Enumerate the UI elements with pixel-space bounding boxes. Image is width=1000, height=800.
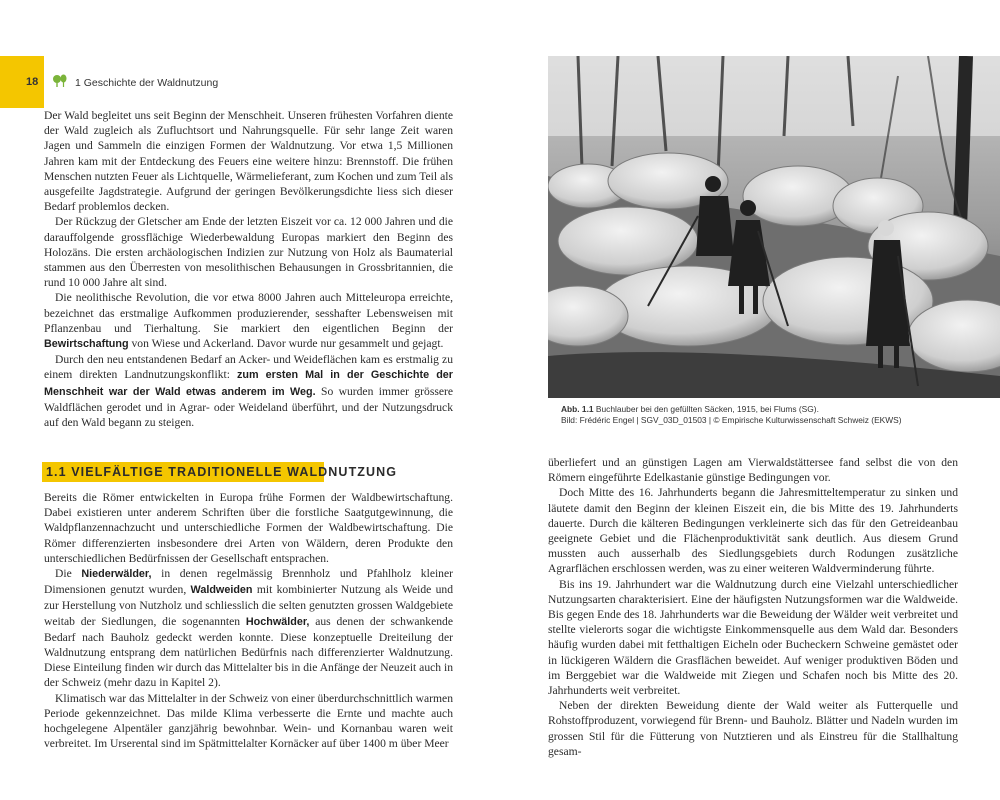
figure-label: Abb. 1.1 [561,404,594,414]
section-text [44,490,453,751]
paragraph: Durch den neu entstandenen Bedarf an Acker- und Weideflächen kam es erstmalig zu einem direkten Landnutzungskonflikt: zum ersten Mal in der Geschichte der Menschheit war der Wald etwas anderem im Weg. So wurden immer grössere Waldflächen gerodet und in Agrar- oder Weideland überführt, und der Nutzungsdruck auf den Wald begann zu steigen. [44,353,453,430]
photo-illustration [548,56,1000,398]
caption-text: Buchlauber bei den gefüllten Säcken, 1915, bei Flums (SG). [595,404,819,414]
section-heading: 1.1 VIELFÄLTIGE TRADITIONELLE WALDNUTZUNG [46,465,398,479]
chapter-title: 1 Geschichte der Waldnutzung [75,77,219,89]
paragraph: Die Niederwälder, in denen regelmässig Brennholz und Pfahlholz kleiner Dimensionen genutzt wurden, Waldweiden mit kombinierter Nutzung als Weide und zur Herstellung von Nutzholz und schliesslich die selten genutzten grossen Waldgebiete weitab der Siedlungen, die sogenannten Hochwälder, aus denen der schwankende Bedarf nach Bauholz gedeckt werden konnte. Diese konzeptuelle Dreiteilung der Waldnutzung entsprang dem natürlichen Bedürfnis nach differenzierter Waldnutzung. Diese Einteilung finden wir durch das Mittelalter bis in die Anfänge der Neuzeit auch in der Schweiz (mehr dazu in Kapitel 2). [44,567,454,690]
emphasis: Bewirtschaftung [44,338,129,351]
paragraph: Doch Mitte des 16. Jahrhunderts begann die Jahresmitteltemperatur zu sinken und läutete damit den Beginn der kleinen Eiszeit ein, die bis Mitte des 19. Jahrhunderts dauerte. Durch die kälteren Bedingungen verkleinerte sich das für den Getreideanbau geeignete Gebiet und die Flächenproduktivität sank deutlich. Aus diesem Grund mussten auch ausserhalb des Siedlungsgebiets durch Rodungen zusätzliche Agrarflächen erschlossen werden, was zu einer weiteren Waldverminderung führte. [548,486,958,576]
historical-photo [548,56,1000,398]
photo-credit: Bild: Frédéric Engel | SGV_03D_01503 | © Empirische Kulturwissenschaft Schweiz (EKWS) [561,415,902,425]
right-column-text [548,455,958,759]
paragraph: Bis ins 19. Jahrhundert war die Waldnutzung durch eine Vielzahl unterschiedlicher Nutzungsarten charakterisiert. Eine der häufigsten Nutzungsformen war die Waldweide. Bis gegen Ende des 18. Jahrhunderts war die Beweidung der Wälder weit verbreitet und stellte vielerorts sogar die wichtigste Einkommensquelle aus dem Wald dar. Besonders häufig wurden dabei mit fetthaltigen Eicheln oder Bucheckern Schweine gemästet oder in lückigeren Wäldern die Grasflächen beweidet. Auf weniger produktiven Böden und im Berggebiet war die Waldweide mit Ziegen und Schafen noch bis Mitte des 20. Jahrhunderts weit verbreitet. [548,577,958,698]
paragraph: Neben der direkten Beweidung diente der Wald weiter als Futterquelle und Rohstoffproduzent, vorwiegend für Brenn- und Bauholz. Blätter und Nadeln wurden im grossen Stil für die Fütterung von Nutztieren und als Einstreu für die Stallhaltung gesam- [548,699,958,758]
tree-icon [52,74,68,88]
paragraph: Der Rückzug der Gletscher am Ende der letzten Eiszeit vor ca. 12 000 Jahren und die darauffolgende grossflächige Wiederbewaldung Europas markiert den Beginn des Holozäns. Die ersten archäologischen Indizien zur Nutzung von Holz als Baumaterial stammen aus den Überresten von mesolithischen Behausungen in Grossbritannien, die rund 10 000 Jahre alt sind. [44,215,453,290]
figure-caption [561,404,981,426]
paragraph: Die neolithische Revolution, die vor etwa 8000 Jahren auch Mitteleuropa erreichte, bezeichnet das erstmalige Aufkommen produzierender, sesshafter Lebensweisen mit Pflanzenbau und Tierhaltung. Sie markiert den eigentlichen Beginn der Bewirtschaftung von Wiese und Ackerland. Davor wurde nur gesammelt und gejagt. [44,291,453,351]
emphasis: Hochwälder, [245,615,310,628]
paragraph: Der Wald begleitet uns seit Beginn der Menschheit. Unseren frühesten Vorfahren diente der Wald zugleich als Zufluchtsort und Nahrungsquelle. Für sehr lange Zeit waren Jagen und Sammeln die einzigen Formen der Waldnutzung. Vor etwa 1,5 Millionen Jahren kam mit der Entdeckung des Feuers eine weitere hinzu: Brennstoff. Die frühen Menschen nutzten Feuer als Lichtquelle, Wärmelieferant, zum Kochen und zum Teil als ausgefeilte Jagdstrategie. Aufgrund der geringen Bevölkerungsdichte liess sich dieser Bedarf problemlos decken. [44,109,453,214]
paragraph: Klimatisch war das Mittelalter in der Schweiz von einer überdurchschnittlich warmen Periode gekennzeichnet. Das milde Klima verbesserte die Ernte und machte auch hochgelegene Alpentäler ganzjährig bewohnbar. Wein- und Kornanbau waren weit verbreitet. Im Urserental sind im Spätmittelalter Kornäcker auf über 1400 m über Meer [44,691,453,751]
paragraph: überliefert und an günstigen Lagen am Vierwaldstättersee fand selbst die von den Römern eingeführte Edelkastanie günstige Bedingungen vor. [548,456,958,485]
intro-text [44,108,453,430]
emphasis: Waldweiden [190,584,253,597]
paragraph: Bereits die Römer entwickelten in Europa frühe Formen der Waldbewirtschaftung. Dabei existieren unter anderem Schriften über die forstliche Saatgutgewinnung, die Waldpflanzennachzucht und unterschiedliche Formen der Waldbewirtschaftung. Die Römer differenzierten insbesondere drei Arten von Wäldern, deren Produkte den unterschiedlichen Bedürfnissen der Gesellschaft entsprachen. [44,491,453,565]
emphasis: Niederwälder, [81,568,152,581]
page-number: 18 [26,76,39,88]
emphasis: zum ersten Mal in der Geschichte der Menschheit war der Wald etwas anderem im Weg. [44,369,453,398]
